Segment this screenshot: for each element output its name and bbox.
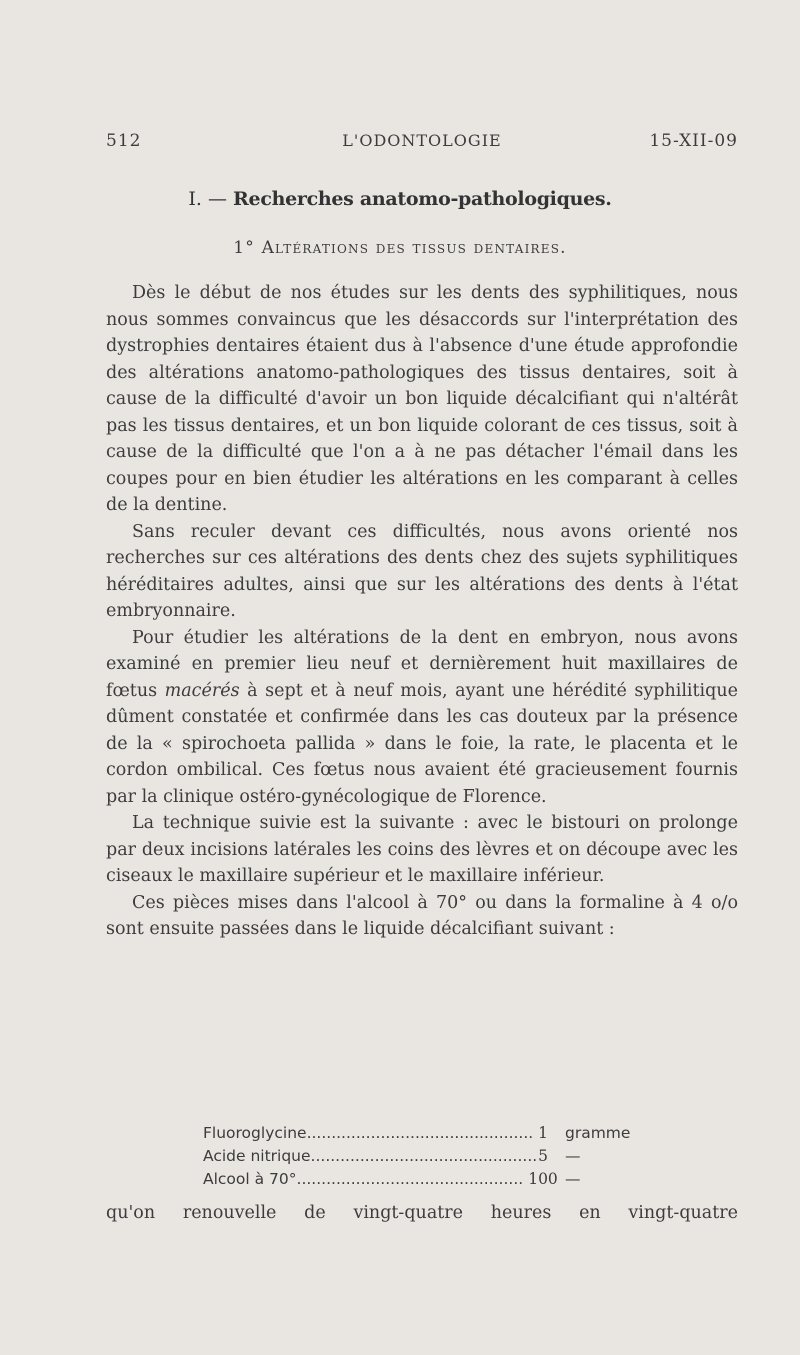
ingredient-quantity: 5: [538, 1147, 548, 1165]
paragraph: Pour étudier les altérations de la dent en embryon, nous avons examiné en premier lieu neuf et dernièrement huit maxillaires de fœtus macérés à sept et à neuf mois, ayant une hérédité syphilitique dûment constatée et confirmée dans les cas douteux par la présence de la « spirochoeta pallida » dans le foie, la rate, le placenta et le cordon ombilical. Ces fœtus nous avaient été gracieusement fournis par la clinique ostéro-gynécologique de Florence.: [106, 627, 738, 807]
ingredient-unit: —: [565, 1170, 581, 1188]
continuation-line: qu'on renouvelle de vingt-quatre heures en vingt-quatre: [106, 1203, 738, 1223]
section-title: Recherches anatomo-pathologiques.: [233, 188, 612, 210]
ingredient-name: Acide nitrique..............................................: [203, 1147, 538, 1165]
ingredient-unit: gramme: [565, 1124, 631, 1142]
page-number: 512: [106, 131, 142, 151]
recipe-row: [203, 1122, 663, 1145]
recipe-row: [203, 1168, 663, 1191]
ingredient-quantity: 100: [528, 1170, 558, 1188]
body-text: [106, 280, 738, 943]
section-heading: [0, 188, 800, 210]
ingredient-name: Fluoroglycine..............................................: [203, 1124, 534, 1142]
subsection-heading: 1° Altérations des tissus dentaires.: [233, 238, 567, 258]
ingredient-unit: —: [565, 1147, 581, 1165]
ingredient-quantity: 1: [538, 1124, 548, 1142]
issue-date: 15-XII-09: [649, 131, 738, 151]
paragraph: Ces pièces mises dans l'alcool à 70° ou dans la formaline à 4 o/o sont ensuite passées dans le liquide décalcifiant suivant :: [106, 892, 738, 939]
page-header: [106, 131, 738, 155]
paragraph: Sans reculer devant ces difficultés, nous avons orienté nos recherches sur ces altérations des dents chez des sujets syphilitiques héréditaires adultes, ainsi que sur les altérations des dents à l'état embryonnaire.: [106, 521, 738, 621]
section-number: I. —: [188, 188, 227, 210]
recipe-table: [203, 1122, 663, 1191]
paragraph: Dès le début de nos études sur les dents des syphilitiques, nous nous sommes convaincus que les désaccords sur l'interprétation des dystrophies dentaires étaient dus à l'absence d'une étude approfondie des altérations anatomo-pathologiques des tissus dentaires, soit à cause de la difficulté d'avoir un bon liquide décalcifiant qui n'altérât pas les tissus dentaires, et un bon liquide colorant de ces tissus, soit à cause de la difficulté que l'on a à ne pas détacher l'émail dans les coupes pour en bien étudier les altérations en les comparant à celles de la dentine.: [106, 283, 738, 515]
recipe-row: [203, 1145, 663, 1168]
paragraph: La technique suivie est la suivante : avec le bistouri on prolonge par deux incisions latérales les coins des lèvres et on découpe avec les ciseaux le maxillaire supérieur et le maxillaire inférieur.: [106, 813, 738, 886]
ingredient-name: Alcool à 70°..............................................: [203, 1170, 524, 1188]
running-title: L'ODONTOLOGIE: [342, 131, 502, 150]
italic-term: macérés: [164, 680, 240, 701]
